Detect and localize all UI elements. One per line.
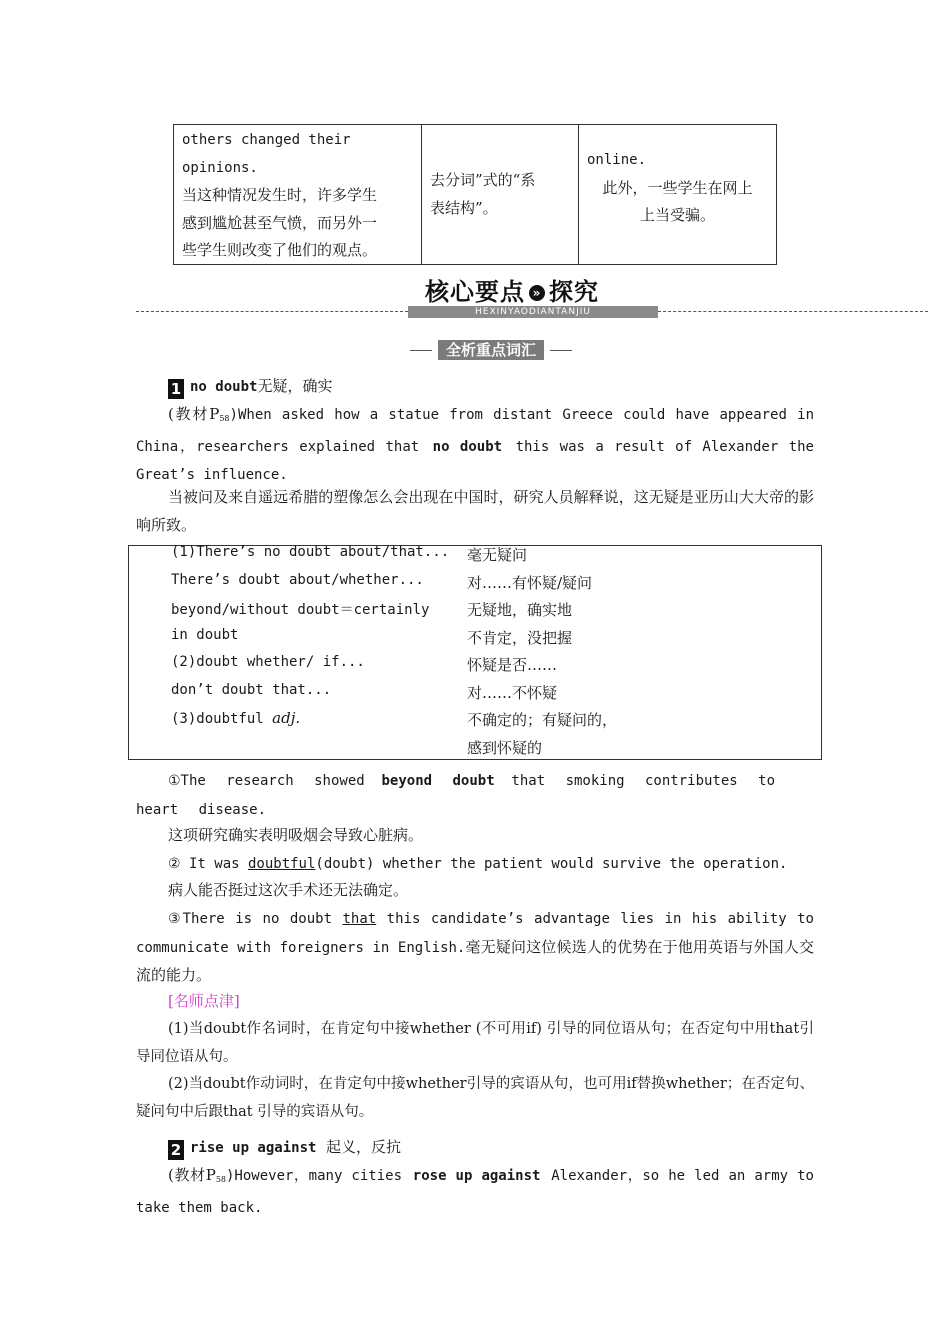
top-table-col3 [579, 125, 776, 264]
usage-zh: 对……有怀疑/疑问 [467, 573, 593, 592]
item-number-badge: 2 [168, 1140, 184, 1160]
example-text: Alexander，so he led an army to take them back. [136, 1168, 814, 1216]
exercise-translation: 毫无疑问这位候选人的优势在于他用英语与外国人交流的能力。 [136, 937, 814, 985]
section-tag [410, 340, 572, 360]
exercise-text: this candidate’s advantage lies in his ability to communicate with foreigners in English. [136, 911, 814, 956]
exercise-text: that smoking contributes to heart disease. [136, 773, 775, 818]
divider-right [658, 311, 928, 312]
banner-title-right: 探究 [549, 278, 599, 306]
top-table-col2 [422, 125, 579, 264]
usage-zh: 毫无疑问 [467, 546, 528, 564]
example-key-phrase: no doubt [432, 438, 503, 455]
usage-zh: 对……不怀疑 [467, 683, 558, 702]
usage-zh: 不肯定，没把握 [467, 628, 573, 647]
usage-zh: 感到怀疑的 [467, 738, 543, 757]
item1-phrase: no doubt [190, 379, 258, 395]
double-arrow-icon: » [529, 285, 545, 301]
divider-left [136, 311, 408, 312]
usage-box [128, 545, 822, 760]
col1-line: 当这种情况发生时，许多学生 [182, 186, 378, 204]
banner-title [425, 272, 655, 306]
col1-line: 感到尴尬甚至气愤，而另外一 [182, 213, 378, 232]
col1-line: 些学生则改变了他们的观点。 [182, 241, 378, 259]
col3-line: 上当受骗。 [639, 206, 715, 224]
item2-phrase: rise up against [190, 1140, 317, 1156]
section-tag-label: 全析重点词汇 [438, 340, 544, 360]
usage-en: beyond/without doubt＝certainly [171, 602, 430, 618]
col1-line: opinions. [182, 159, 258, 176]
example-key-phrase: rose up against [412, 1168, 541, 1184]
usage-row [129, 737, 821, 765]
example-text: )When asked how a statue from distant Greece could have appeared in China，researchers explained that [136, 407, 814, 455]
source-page-number: 58 [215, 1175, 226, 1184]
usage-row [129, 709, 821, 737]
source-label: (教材 [168, 1166, 206, 1184]
item1-example [136, 401, 814, 490]
item1-meaning: 无疑，确实 [257, 377, 333, 395]
item2-example [136, 1162, 814, 1222]
top-table-col1 [174, 125, 422, 264]
usage-en-word: (3)doubtful [171, 711, 273, 727]
usage-zh: 无疑地，确实地 [467, 601, 573, 619]
banner-title-left: 核心要点 [425, 278, 525, 306]
usage-en: (2)doubt whether/ if... [171, 654, 365, 670]
usage-row [129, 682, 821, 710]
exercise-1-translation: 这项研究确实表明吸烟会导致心脏病。 [168, 826, 424, 844]
item1-translation: 当被问及来自遥远希腊的塑像怎么会出现在中国时，研究人员解释说，这无疑是亚历山大大帝的影响所致。 [136, 488, 814, 534]
usage-row [129, 654, 821, 682]
exercise-text: ③There is no doubt [168, 911, 343, 927]
source-page: P [209, 405, 220, 423]
tag-line-right [550, 350, 572, 351]
exercise-text: ①The research showed [168, 773, 365, 789]
usage-row [129, 599, 821, 627]
usage-row [129, 627, 821, 655]
tag-line-left [410, 350, 432, 351]
col3-line: online. [587, 152, 647, 168]
item2-meaning: 起义，反抗 [325, 1138, 401, 1156]
usage-en: (1)There’s no doubt about/that... [171, 544, 450, 560]
col1-line: others changed their [182, 132, 351, 148]
usage-en [171, 709, 300, 727]
exercise-1 [136, 767, 814, 824]
source-page-number: 58 [219, 414, 230, 423]
usage-row [129, 572, 821, 600]
usage-en: There’s doubt about/whether... [171, 571, 424, 588]
usage-row [129, 544, 821, 572]
source-label: (教材 [168, 405, 210, 423]
top-table [173, 124, 777, 265]
teacher-tip-1: (1)当doubt作名词时，在肯定句中接whether (不可用if) 引导的同位语从句；在否定句中用that引导同位语从句。 [136, 1021, 814, 1065]
item-number-badge: 1 [168, 379, 184, 399]
exercise-2 [136, 850, 814, 879]
item1-heading [136, 373, 814, 402]
exercise-answer: that [342, 911, 377, 927]
item2-heading [136, 1134, 814, 1163]
exercise-3 [136, 905, 814, 990]
usage-pos: adj. [272, 709, 301, 727]
exercise-2-translation: 病人能否挺过这次手术还无法确定。 [168, 881, 409, 899]
usage-en: in doubt [171, 626, 239, 643]
example-text: this was a result of Alexander the Great’s influence. [136, 438, 814, 484]
exercise-answer: doubtful [247, 856, 316, 872]
exercise-answer: beyond doubt [381, 773, 495, 789]
teacher-tip-label: [名师点津] [168, 992, 240, 1010]
usage-en: don’t doubt that... [171, 681, 332, 698]
example-text: )However，many cities [226, 1168, 402, 1184]
col3-line: 此外，一些学生在网上 [602, 178, 753, 197]
source-page: P [205, 1166, 216, 1184]
usage-zh: 怀疑是否…… [467, 656, 558, 674]
exercise-text: (doubt) whether the patient would survive the operation. [315, 856, 788, 872]
exercise-text: ② It was [168, 856, 248, 872]
teacher-tip-2: (2)当doubt作动词时，在肯定句中接whether引导的宾语从句，也可用if替换whether；在否定句、疑问句中后跟that 引导的宾语从句。 [136, 1076, 814, 1120]
col2-line: 去分词”式的“系 [430, 171, 536, 189]
usage-zh: 不确定的；有疑问的， [467, 711, 618, 729]
col2-line: 表结构”。 [430, 198, 498, 217]
banner-subtitle: HEXINYAODIANTANJIU [408, 306, 658, 318]
